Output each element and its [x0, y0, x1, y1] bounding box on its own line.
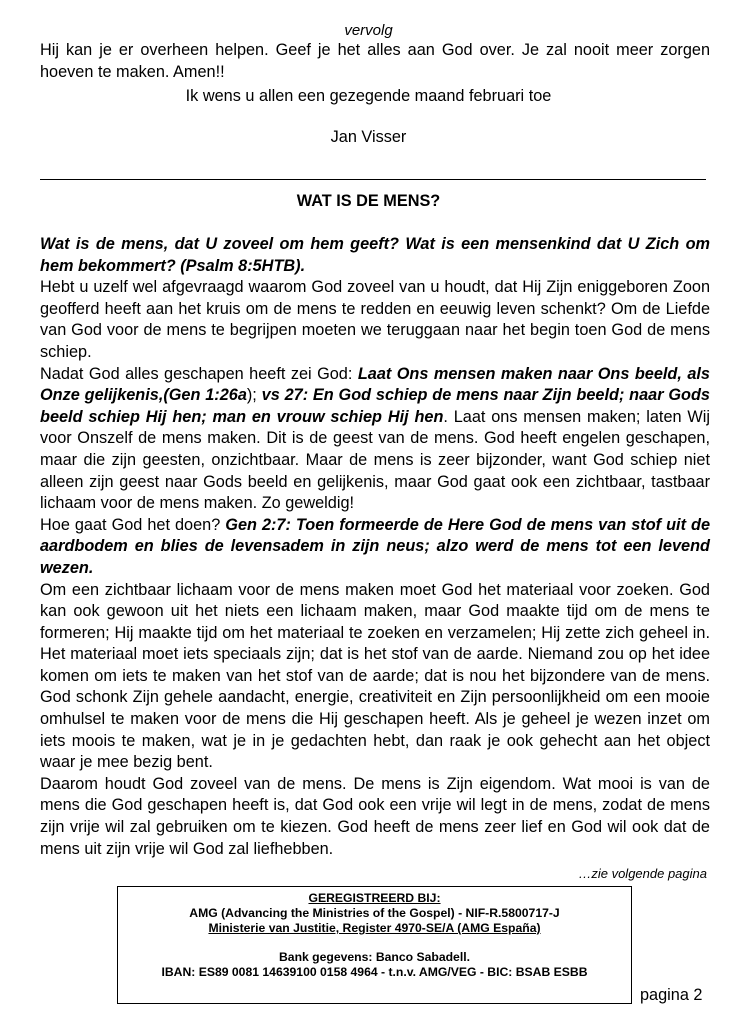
- lead-quote: Wat is de mens, dat U zoveel om hem geeft? Wat is een mensenkind dat U Zich om hem bekommert? (Psalm 8:5HTB).: [40, 235, 710, 275]
- paragraph-3: [40, 515, 710, 580]
- p2-start: Nadat God alles geschapen heeft zei God:: [40, 364, 358, 383]
- wish-line: Ik wens u allen een gezegende maand februari toe: [185, 87, 552, 105]
- paragraph-5: Daarom houdt God zoveel van de mens. De mens is Zijn eigendom. Wat mooi is van de mens die God geschapen heeft is, dat God ook een vrije wil legt in de mens, zodat de mens zijn vrije wil zal gebruiken om te kiezen. God heeft de mens zeer lief en God wil ook dat de mens uit zijn vrije wil God zal liefhebben.: [40, 774, 710, 858]
- p2-end: . Laat ons mensen maken; laten Wij voor Onszelf de mens maken. Dit is de geest van de mens. God heeft engelen geschapen, maar die zijn geesten, onzichtbaar. Maar de mens is zeer bijzonder, want God schiep niet alleen zijn geest naar Gods beeld en gelijkenis, maar God gaat ook een zichtbaar, tastbaar lichaam voor de mens maken. Zo geweldig!: [40, 407, 710, 513]
- article-body: [40, 234, 710, 860]
- divider: [40, 179, 706, 180]
- signature: Jan Visser: [330, 128, 407, 146]
- registration-title: GEREGISTREERD BIJ:: [308, 891, 441, 905]
- p2-quote-2: vs 27: En God schiep de mens naar Zijn beeld; naar Gods beeld schiep Hij hen; man en vrouw schiep Hij hen: [40, 386, 710, 426]
- p3-quote: Gen 2:7: Toen formeerde de Here God de mens van stof uit de aardbodem en blies de levensadem in zijn neus; alzo werd de mens tot een levend wezen.: [40, 515, 710, 577]
- paragraph-1: Hebt u uzelf wel afgevraagd waarom God zoveel van u houdt, dat Hij Zijn eniggeboren Zoon geofferd heeft aan het kruis om de mens te redden en eeuwig leven schenkt? Om de Liefde van God voor de mens te begrijpen moeten we teruggaan naar het begin toen God de mens schiep.: [40, 278, 710, 361]
- paragraph-2: [40, 364, 710, 515]
- bank-details: Bank gegevens: Banco Sabadell.: [278, 950, 470, 964]
- registration-line-2: Ministerie van Justitie, Register 4970-SE/A (AMG España): [208, 921, 541, 935]
- registration-line-1: AMG (Advancing the Ministries of the Gospel) - NIF-R.5800717-J: [189, 906, 560, 920]
- continued-label: vervolg: [344, 22, 393, 39]
- iban-line: IBAN: ES89 0081 14639100 0158 4964 - t.n.v. AMG/VEG - BIC: BSAB ESBB: [161, 965, 588, 979]
- p2-mid: );: [246, 386, 262, 405]
- registration-box: [117, 886, 632, 1004]
- continued-next-page: …zie volgende pagina: [578, 866, 707, 881]
- page-number: pagina 2: [640, 986, 703, 1004]
- article-title: WAT IS DE MENS?: [296, 192, 441, 210]
- p2-quote-1: Laat Ons mensen maken naar Ons beeld, als Onze gelijkenis,(Gen 1:26a: [40, 364, 710, 405]
- intro-paragraph: Hij kan je er overheen helpen. Geef je het alles aan God over. Je zal nooit meer zorgen hoeven te maken. Amen!!: [40, 41, 710, 81]
- p3-start: Hoe gaat God het doen?: [40, 515, 226, 534]
- paragraph-4: Om een zichtbaar lichaam voor de mens maken moet God het materiaal voor zoeken. God kan ook gewoon uit het niets een lichaam maken, maar God maakte tijd om de mens te formeren; Hij maakte tijd om het materiaal te zoeken en verzamelen; Hij zette zich geheel in. Het materiaal moet iets speciaals zijn; dat is het stof van de aarde. Niemand zou op het idee komen om iets te maken van het stof van de aarde; dat is nou het bijzondere van de mens. God schonk Zijn gehele aandacht, energie, creativiteit en Zijn persoonlijkheid om een mooie omhulsel te maken voor de mens die Hij geschapen heeft. Als je geheel je wezen inzet om iets moois te maken, wat je in je gedachten hebt, dan raak je ook gehecht aan het object waar je mee bezig bent.: [40, 580, 710, 772]
